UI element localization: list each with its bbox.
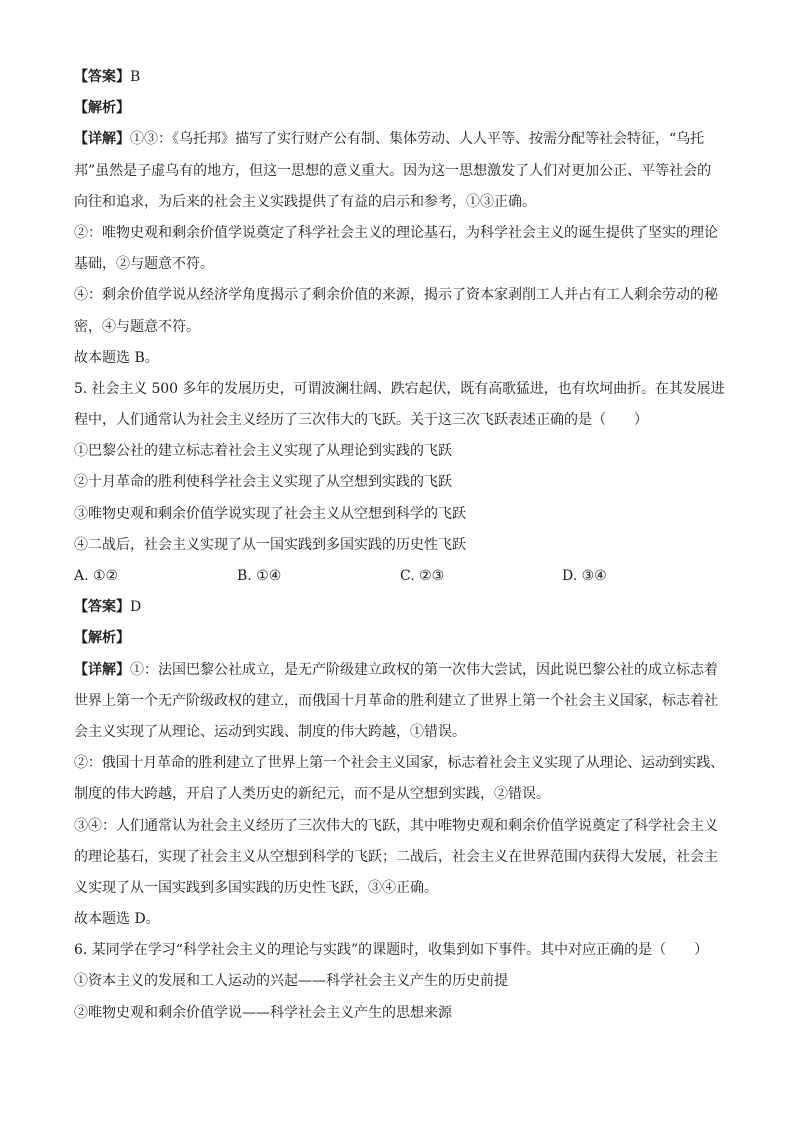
question-stem: 程中，人们通常认为社会主义经历了三次伟大的飞跃。关于这三次飞跃表述正确的是（ ） — [74, 412, 648, 429]
statement-item: ②十月革命的胜利使科学社会主义实现了从空想到实践的飞跃 — [74, 474, 452, 491]
option-d: D. ③④ — [562, 568, 607, 584]
answer-line — [74, 62, 724, 93]
explanation-line: 会主义实现了从理论、运动到实践、制度的伟大跨越，①错误。 — [74, 723, 466, 740]
explanation-line: ④：剩余价值学说从经济学角度揭示了剩余价值的来源，揭示了资本家剥削工人并占有工人剩余劳动的秘 — [74, 287, 718, 304]
analysis-tag: 【解析】 — [74, 630, 130, 647]
option-c: C. ②③ — [400, 568, 445, 584]
question-stem: 6. 某同学在学习“科学社会主义的理论与实践”的课题时，收集到如下事件。其中对应正确的是（ ） — [74, 942, 709, 959]
explanation-line: 的理论基石，实现了社会主义从空想到科学的飞跃；二战后，社会主义在世界范围内获得大发展，社会主 — [74, 848, 718, 865]
statement-item: ③唯物史观和剩余价值学说实现了社会主义从空想到科学的飞跃 — [74, 505, 466, 522]
detail-tag: 【详解】 — [74, 661, 130, 678]
answer-tag: 【答案】 — [74, 599, 130, 616]
detail-line — [74, 124, 724, 155]
answer-tag: 【答案】 — [74, 69, 130, 85]
option-b: B. ①④ — [237, 568, 282, 584]
explanation-line: 密，④与题意不符。 — [74, 318, 200, 335]
options-row — [74, 561, 724, 592]
conclusion-line: 故本题选 D。 — [74, 911, 160, 928]
answer-value: D — [130, 599, 142, 616]
analysis-tag: 【解析】 — [74, 100, 130, 117]
detail-tag: 【详解】 — [74, 131, 130, 148]
statement-item: ①资本主义的发展和工人运动的兴起——科学社会主义产生的历史前提 — [74, 973, 508, 990]
explanation-text: ①：法国巴黎公社成立，是无产阶级建立政权的第一次伟大尝试，因此说巴黎公社的成立标志着 — [130, 661, 718, 678]
explanation-line: 邦”虽然是子虚乌有的地方，但这一思想的意义重大。因为这一思想激发了人们对更加公正、平等社会的 — [74, 162, 712, 179]
explanation-text: ①③：《乌托邦》描写了实行财产公有制、集体劳动、人人平等、按需分配等社会特征，“乌托 — [130, 131, 705, 148]
explanation-line: 向往和追求，为后来的社会主义实践提供了有益的启示和参考，①③正确。 — [74, 193, 536, 210]
explanation-line: ②：唯物史观和剩余价值学说奠定了科学社会主义的理论基石，为科学社会主义的诞生提供了坚实的理论 — [74, 224, 718, 241]
statement-item: ①巴黎公社的建立标志着社会主义实现了从理论到实践的飞跃 — [74, 443, 452, 460]
detail-line — [74, 655, 724, 686]
explanation-line: 基础，②与题意不符。 — [74, 256, 214, 273]
statement-item: ④二战后，社会主义实现了从一国实践到多国实践的历史性飞跃 — [74, 536, 466, 553]
answer-line — [74, 592, 724, 623]
explanation-line: ③④：人们通常认为社会主义经历了三次伟大的飞跃，其中唯物史观和剩余价值学说奠定了科学社会主义 — [74, 817, 718, 834]
explanation-line: 世界上第一个无产阶级政权的建立，而俄国十月革命的胜利建立了世界上第一个社会主义国家，标志着社 — [74, 692, 718, 709]
explanation-line: ②：俄国十月革命的胜利建立了世界上第一个社会主义国家，标志着社会主义实现了从理论、运动到实践、 — [74, 755, 724, 772]
explanation-line: 义实现了从一国实践到多国实践的历史性飞跃，③④正确。 — [74, 879, 438, 896]
analysis-line — [74, 93, 724, 124]
explanation-line: 制度的伟大跨越，开启了人类历史的新纪元，而不是从空想到实践，②错误。 — [74, 786, 550, 803]
analysis-line — [74, 623, 724, 654]
answer-value: B — [130, 69, 141, 85]
conclusion-line: 故本题选 B。 — [74, 349, 159, 366]
document-page — [74, 62, 724, 1029]
statement-item: ②唯物史观和剩余价值学说——科学社会主义产生的思想来源 — [74, 1004, 452, 1021]
option-a: A. ①② — [74, 568, 119, 584]
question-stem: 5. 社会主义 500 多年的发展历史，可谓波澜壮阔、跌宕起伏，既有高歌猛进，也有坎坷曲折。在其发展进 — [74, 380, 725, 397]
